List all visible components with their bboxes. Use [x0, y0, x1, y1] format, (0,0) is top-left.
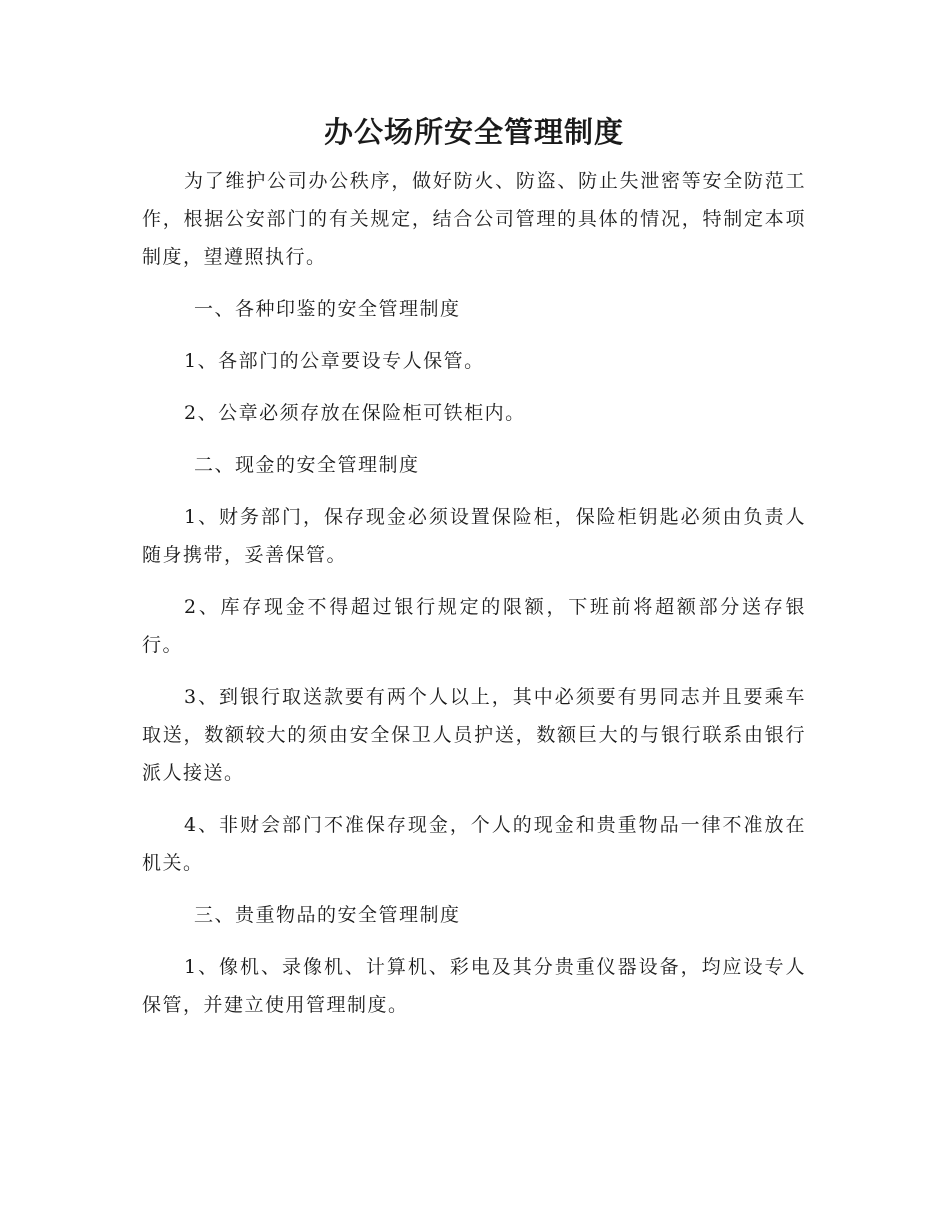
section1-item: 2、公章必须存放在保险柜可铁柜内。 [184, 402, 526, 424]
section3-item: 1、像机、录像机、计算机、彩电及其分贵重仪器设备，均应设专人保管，并建立使用管理制度。 [142, 956, 806, 1016]
section2-item: 2、库存现金不得超过银行规定的限额，下班前将超额部分送存银行。 [142, 596, 806, 656]
section-heading-cash: 二、现金的安全管理制度 [194, 454, 420, 476]
intro-paragraph: 为了维护公司办公秩序，做好防火、防盗、防止失泄密等安全防范工作，根据公安部门的有关规定，结合公司管理的具体的情况，特制定本项制度，望遵照执行。 [142, 170, 806, 268]
section-heading-seals: 一、各种印鉴的安全管理制度 [194, 298, 461, 320]
document-title: 办公场所安全管理制度 [323, 115, 624, 149]
section2-item: 3、到银行取送款要有两个人以上，其中必须要有男同志并且要乘车取送，数额较大的须由安全保卫人员护送，数额巨大的与银行联系由银行派人接送。 [142, 686, 806, 784]
section1-item: 1、各部门的公章要设专人保管。 [184, 350, 485, 372]
section2-item: 4、非财会部门不准保存现金，个人的现金和贵重物品一律不准放在机关。 [142, 814, 806, 874]
section-heading-valuables: 三、贵重物品的安全管理制度 [194, 904, 461, 926]
document-body [142, 108, 806, 1038]
section2-item: 1、财务部门，保存现金必须设置保险柜，保险柜钥匙必须由负责人随身携带，妥善保管。 [142, 506, 806, 566]
